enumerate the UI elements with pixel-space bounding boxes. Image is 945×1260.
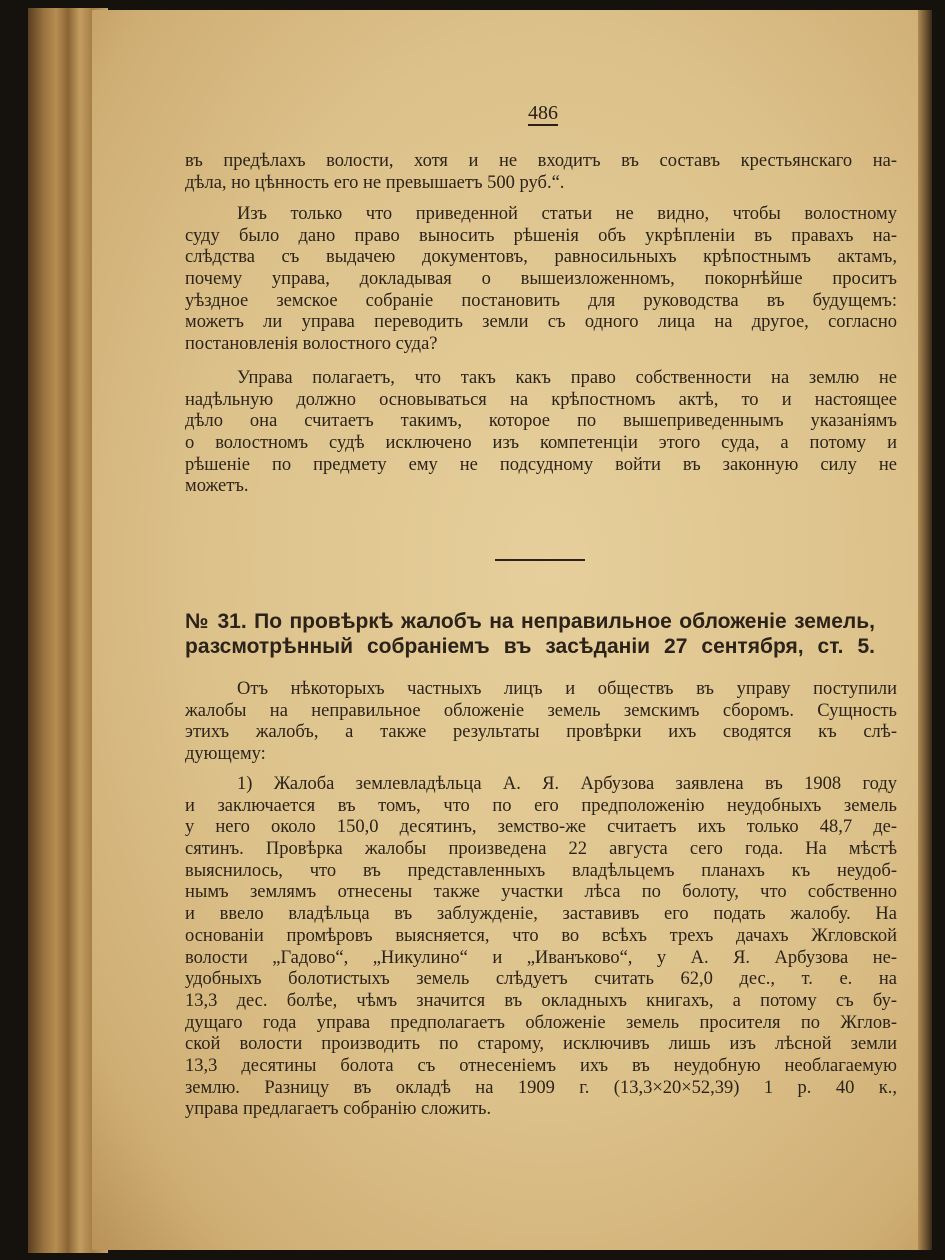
paragraph-4 [185,679,897,766]
paragraph-1 [185,151,897,194]
text-line: суду было дано право выносить рѣшенія объ укрѣпленіи въ правахъ на- [185,225,897,246]
text-line: ской волости производить по старому, исключивъ лишь изъ лѣсной земли [185,1034,897,1055]
text-line: уѣздное земское собраніе постановить для руководства въ будущемъ: [185,290,897,311]
page-gutter-shadow [918,10,932,1250]
text-line: Изъ только что приведенной статьи не видно, чтобы волостному [237,204,897,224]
text-line: управа предлагаетъ собранію сложить. [185,1099,492,1120]
text-line: слѣдства съ выдачею документовъ, равносильныхъ крѣпостнымъ актамъ, [185,247,897,268]
text-line: въ предѣлахъ волости, хотя и не входитъ въ составъ крестьянскаго на- [185,151,897,171]
text-line: землю. Разницу въ окладѣ на 1909 г. (13,3×20×52,39) 1 р. 40 к., [185,1077,897,1098]
text-line: дущаго года управа предполагаетъ обложеніе земель просителя по Жглов- [185,1012,897,1033]
text-line: и заключается въ томъ, что по его предположенію неудобныхъ земель [185,795,897,816]
text-line: о волостномъ судѣ исключено изъ компетенціи этого суда, а потому и [185,433,897,454]
paragraph-2 [185,204,897,356]
text-line: Управа полагаетъ, что такъ какъ право собственности на землю не [237,368,897,388]
text-line: и ввело владѣльца въ заблужденіе, заставивъ его подать жалобу. На [185,904,897,925]
text-line: рѣшеніе по предмету ему не подсудному войти въ законную силу не [185,454,897,475]
text-line: дѣла, но цѣнность его не превышаетъ 500 руб.“. [185,172,565,193]
text-line: основаніи промѣровъ выясняется, что во всѣхъ трехъ дачахъ Жгловской [185,925,897,946]
text-line: у него около 150,0 десятинъ, земство-же считаетъ ихъ только 48,7 де- [185,817,897,838]
text-line: 1) Жалоба землевладѣльца А. Я. Арбузова заявлена въ 1908 году [237,774,897,794]
text-line: постановленія волостного суда? [185,334,438,355]
text-line: жалобы на неправильное обложеніе земель земскимъ сборомъ. Сущность [185,700,897,721]
text-line: выяснилось, что въ представленныхъ владѣльцемъ планахъ къ неудоб- [185,860,897,881]
text-line: надѣльную должно основываться на крѣпостномъ актѣ, то и настоящее [185,389,897,410]
text-line: можетъ. [185,476,249,497]
text-line: почему управа, докладывая о вышеизложенномъ, покорнѣйше проситъ [185,269,897,290]
paragraph-5 [185,774,897,1121]
text-line: дѣло она считаетъ такимъ, которое по вышеприведеннымъ указаніямъ [185,411,897,432]
text-line: Отъ нѣкоторыхъ частныхъ лицъ и обществъ въ управу поступили [237,679,897,699]
page-number: 486 [528,102,558,124]
paragraph-3 [185,368,897,498]
text-line: 13,3 дес. болѣе, чѣмъ значится въ окладныхъ книгахъ, а потому съ бу- [185,990,897,1011]
text-line: удобныхъ болотистыхъ земель слѣдуетъ считать 62,0 дес., т. е. на [185,969,897,990]
text-line: сятинъ. Провѣрка жалобы произведена 22 августа сего года. На мѣстѣ [185,839,897,860]
section-heading [185,609,875,659]
heading-line: № 31. По провѣркѣ жалобъ на неправильное обложеніе земель, [185,610,875,633]
text-line: этихъ жалобъ, а также результаты провѣрки ихъ сводятся къ слѣ- [185,722,897,743]
text-line: нымъ землямъ отнесены также участки лѣса по болоту, что собственно [185,882,897,903]
text-line: волости „Гадово“, „Никулино“ и „Иванъково“, у А. Я. Арбузова не- [185,947,897,968]
text-line: 13,3 десятины болота съ отнесеніемъ ихъ въ неудобную необлагаемую [185,1055,897,1076]
text-line: дующему: [185,744,266,765]
heading-line: разсмотрѣнный собраніемъ въ засѣданіи 27 сентября, ст. 5. [185,635,875,658]
section-divider [495,559,585,561]
text-line: можетъ ли управа переводить земли съ одного лица на другое, согласно [185,312,897,333]
